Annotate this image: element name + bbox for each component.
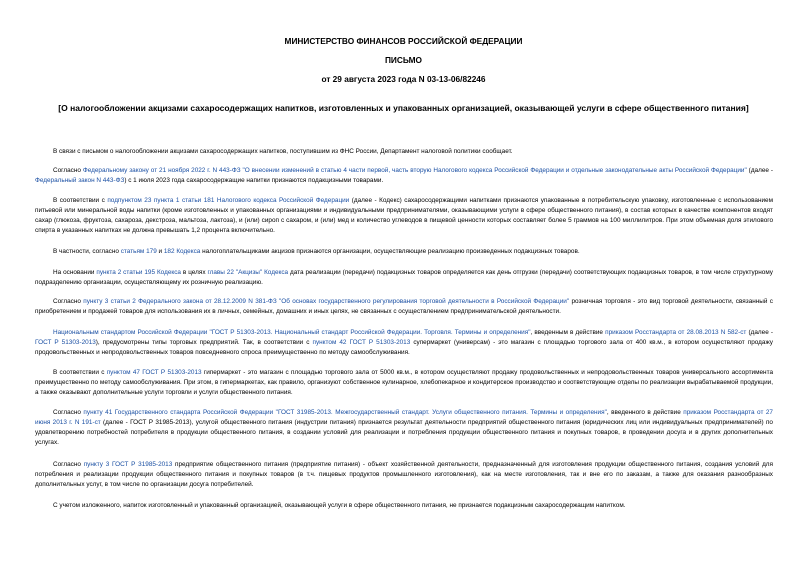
paragraph-text: налогоплательщиками акцизов признаются организации, осуществляющие реализацию произведенных подакцизных товаров. [200, 248, 580, 255]
paragraph-hypermarket [35, 368, 773, 398]
paragraph-text: предприятие общественного питания (предприятие питания) - объект хозяйственной деятельности, предназначенный для изготовления продукции общественного питания, создания условий для потребления и реализации продукции общественного питания и покупных товаров (в т.ч. пищевых продуктов промышленного изготовления), как на месте изготовления, так и вне его по заказам, а также для оказания разнообразных дополнительных услуг, в том числе по организации досуга потребителей. [35, 461, 773, 488]
legal-reference-link[interactable]: пунктом 47 ГОСТ Р 51303-2013 [106, 369, 202, 376]
document-subject: [О налогообложении акцизами сахаросодержащих напитков, изготовленных и упакованных организацией, оказывающей услуги в сфере общественного питания] [58, 103, 749, 113]
legal-reference-link[interactable]: пункту 3 статьи 2 Федерального закона от 28.12.2009 N 381-ФЗ "Об основах государственного регулирования торговой деятельности в Российской Федерации" [83, 298, 570, 305]
paragraph-text: (далее - ГОСТ Р 31985-2013), услугой общественного питания (индустрии питания) признается результат деятельности предприятий общественного питания (юридических лиц или индивидуальных предпринимателей) по удовлетворению потребностей потребителя в продукции общественного питания, в создании условий для реализации и потребления продукции общественного питания и покупных товаров, в проведении досуга и в других дополнительных услугах. [35, 419, 773, 446]
paragraph-text: В частности, согласно [53, 248, 121, 255]
paragraph-text: Согласно [53, 167, 83, 174]
document-date-number: от 29 августа 2023 года N 03-13-06/82246 [321, 74, 486, 84]
paragraph-text: гипермаркет - это магазин с площадью торгового зала от 5000 кв.м., в котором осуществляют продажу продовольственных и непродовольственных товаров универсального ассортимента преимущественно по методу самообслуживания. При этом, в гипермаркетах, как правило, организуют собственное кулинарное, хлебопекарное и кондитерское производство и соответствующие отделы по реализации вырабатываемой продукции, а также оказывают дополнительные услуги торговли и услуги общественного питания. [35, 369, 773, 396]
paragraph-text: ) с 1 июля 2023 года сахаросодержащие напитки признаются подакцизными товарами. [124, 177, 384, 184]
paragraph-text: , введенного в действие [606, 409, 684, 416]
paragraph-text: в целях [181, 269, 208, 276]
legal-reference-link[interactable]: статьям 179 [120, 248, 157, 255]
legal-reference-link[interactable]: Национальным стандартом Российской Федерации "ГОСТ Р 51303-2013. Национальный стандарт Российской Федерации. Торговля. Термины и определения" [53, 329, 531, 336]
document-type: ПИСЬМО [384, 55, 423, 65]
paragraph-text: В соответствии с [53, 197, 108, 204]
paragraph-text: , введенным в действие [530, 329, 606, 336]
paragraph-gost-31985 [35, 408, 773, 448]
paragraph-text: С учетом изложенного, напиток изготовленный и упакованный организацией, оказывающей услуги в сфере общественного питания, не признается подакцизным сахаросодержащим напитком. [53, 502, 626, 509]
paragraph-text: супермаркет (универсам) - это магазин с площадью торгового зала от 400 кв.м., в котором осуществляют продажу продовольственных и непродовольственных товаров повседневного спроса преимущественно по методу самообслуживания. [35, 339, 773, 356]
legal-reference-link[interactable]: пункту 3 ГОСТ Р 31985-2013 [83, 461, 173, 468]
legal-reference-link[interactable]: подпунктом 23 пункта 1 статьи 181 Налогового кодекса Российской Федерации [107, 197, 350, 204]
paragraph-text: розничная торговля - это вид торговой деятельности, связанный с приобретением и продажей товаров для использования их в личных, семейных, домашних и иных целях, не связанных с осуществлением предпринимательской деятельности. [35, 298, 773, 315]
legal-reference-link[interactable]: приказом Росстандарта от 28.08.2013 N 582-ст [605, 329, 747, 336]
legal-reference-link[interactable]: 182 Кодекса [163, 248, 201, 255]
paragraph-text: ), предусмотрены типы торговых предприятий. Так, в соответствии с [95, 339, 313, 346]
paragraph-gost-51303 [35, 328, 773, 358]
paragraph-text: (далее - [746, 329, 773, 336]
paragraph-text: В соответствии с [53, 369, 107, 376]
paragraph-text: дата реализации (передачи) подакцизных товаров определяется как день отгрузки (передачи) соответствующих подакцизных товаров, в том числе структурному подразделению организации, осуществляющему их розничную реализацию. [35, 269, 773, 286]
legal-reference-link[interactable]: приказом Росстандарта от 27 июня 2013 г. N 191-ст [35, 409, 773, 426]
paragraph-text: Согласно [53, 298, 84, 305]
legal-reference-link[interactable]: ГОСТ Р 51303-2013 [35, 339, 96, 346]
paragraph-text: (далее - [746, 167, 773, 174]
paragraph-text: Согласно [53, 461, 84, 468]
paragraph-conclusion [35, 501, 773, 511]
paragraph-text: Согласно [53, 409, 84, 416]
paragraph-article-195 [35, 268, 773, 288]
paragraph-intro [35, 147, 773, 157]
paragraph-text: и [156, 248, 164, 255]
legal-reference-link[interactable]: пунктом 42 ГОСТ Р 51303-2013 [312, 339, 411, 346]
legal-reference-link[interactable]: пункта 2 статьи 195 Кодекса [96, 269, 181, 276]
paragraph-article-181 [35, 196, 773, 236]
paragraph-retail-definition [35, 297, 773, 317]
legal-reference-link[interactable]: Федеральному закону от 21 ноября 2022 г. N 443-ФЗ "О внесении изменений в статью 4 части первой, часть вторую Налогового кодекса Российской Федерации и отдельные законодательные акты Российской Федерации" [82, 167, 747, 174]
ministry-title: МИНИСТЕРСТВО ФИНАНСОВ РОССИЙСКОЙ ФЕДЕРАЦИИ [284, 36, 523, 46]
paragraph-catering-enterprise [35, 460, 773, 490]
legal-reference-link[interactable]: Федеральный закон N 443-ФЗ [35, 177, 125, 184]
paragraph-text: (далее - Кодекс) сахаросодержащими напитками признаются упакованные в потребительскую упаковку, изготовленные с использованием питьевой или минеральной воды напитки (кроме изготовленных и упакованных организациями и индивидуальными предпринимателями, оказывающими услуги в сфере общественного питания), в состав которых в качестве компонентов входят сахар (глюкоза, фруктоза, сахароза, декстроза, мальтоза, лактоза), и (или) сироп с сахаром, и (или) мед и количество углеводов в пищевой ценности которых составляет более 5 граммов на 100 миллилитров. При этом объемная доля этилового спирта в указанных напитках не должна превышать 1,2 процента включительно. [35, 197, 773, 234]
paragraph-law-443 [35, 166, 773, 186]
paragraph-articles-179-182 [35, 247, 773, 257]
paragraph-text: В связи с письмом о налогообложении акцизами сахаросодержащих напитков, поступившим из ФНС России, Департамент налоговой политики сообщает. [53, 148, 513, 155]
legal-reference-link[interactable]: пункту 41 Государственного стандарта Российской Федерации "ГОСТ 31985-2013. Межгосударственный стандарт. Услуги общественного питания. Термины и определения" [83, 409, 607, 416]
paragraph-text: На основании [53, 269, 97, 276]
legal-reference-link[interactable]: главы 22 "Акцизы" Кодекса [207, 269, 289, 276]
